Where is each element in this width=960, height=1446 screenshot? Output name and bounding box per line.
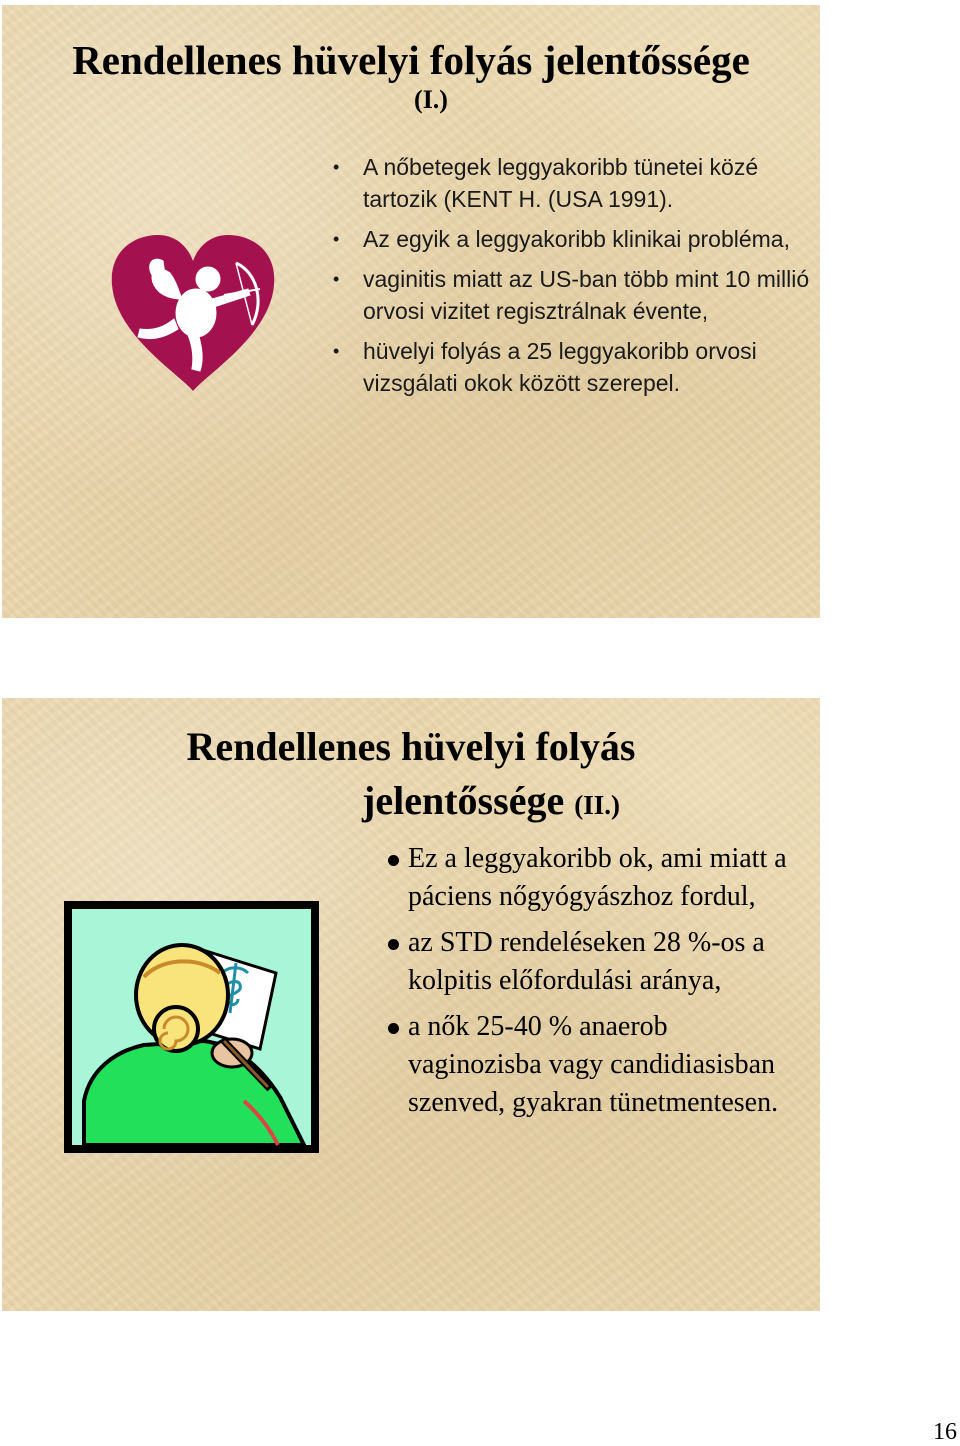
list-item: az STD rendeléseken 28 %-os a kolpitis előfordulási aránya, xyxy=(388,924,808,1000)
list-item: • Az egyik a leggyakoribb klinikai probléma, xyxy=(333,223,813,255)
slide-1-title-text: Rendellenes hüvelyi folyás jelentőssége xyxy=(72,37,750,83)
slide-2-title-line1: Rendellenes hüvelyi folyás xyxy=(186,724,636,769)
list-item: • vaginitis miatt az US-ban több mint 10 millió orvosi vizitet regisztrálnak évente, xyxy=(333,263,813,327)
list-item: • hüvelyi folyás a 25 leggyakoribb orvosi vizsgálati okok között szerepel. xyxy=(333,335,813,399)
page-number: 16 xyxy=(933,1419,957,1445)
doctor-writing-icon xyxy=(64,901,319,1153)
slide-2-title-line2-wrap xyxy=(2,774,820,832)
slide-2-bullet-list xyxy=(388,840,808,1130)
slide-2-title xyxy=(2,720,820,832)
slide-1-title xyxy=(2,37,820,117)
slide-2-title-line2: jelentőssége xyxy=(362,778,565,823)
slide-1-bullet-list xyxy=(333,151,813,407)
heart-cupid-icon xyxy=(108,233,278,393)
list-item: • A nőbetegek leggyakoribb tünetei közé tartozik (KENT H. (USA 1991). xyxy=(333,151,813,215)
slide-2 xyxy=(2,698,820,1311)
list-item: Ez a leggyakoribb ok, ami miatt a páciens nőgyógyászhoz fordul, xyxy=(388,840,808,916)
slide-1 xyxy=(2,5,820,618)
slide-1-title-part: (I.) xyxy=(414,85,448,114)
list-item: a nők 25-40 % anaerob vaginozisba vagy candidiasisban szenved, gyakran tünetmentesen. xyxy=(388,1008,808,1122)
slide-2-title-part: (II.) xyxy=(574,790,620,820)
